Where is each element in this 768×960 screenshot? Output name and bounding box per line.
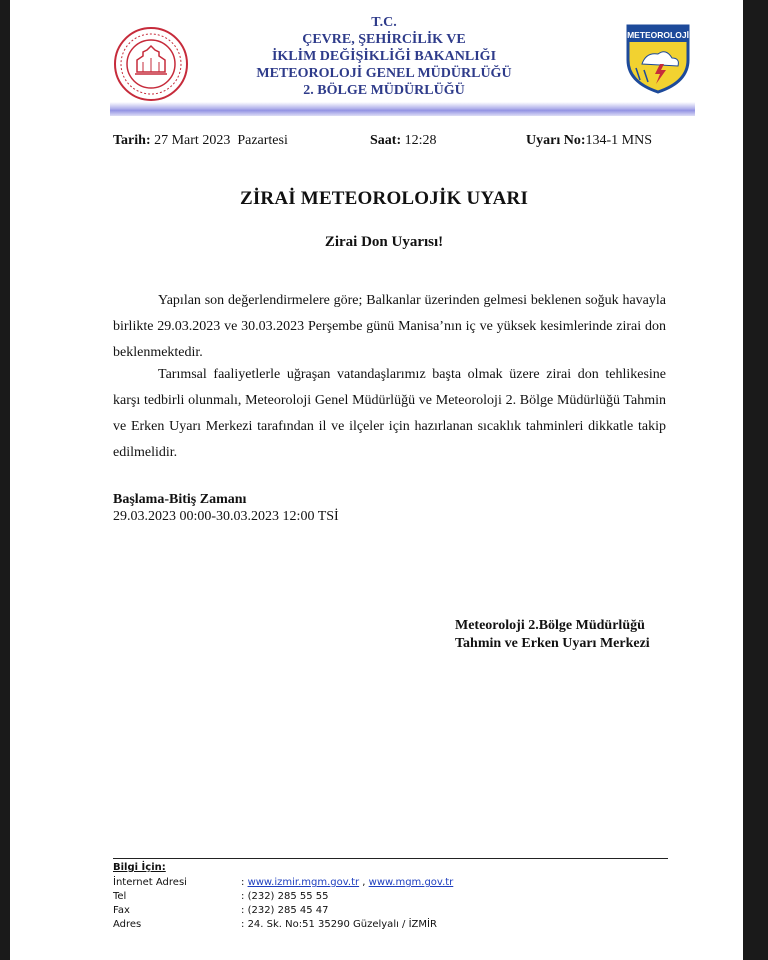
footer-divider (113, 858, 668, 859)
ministry-line-name-1: ÇEVRE, ŞEHİRCİLİK VE (302, 32, 466, 47)
meteoroloji-shield-logo (622, 20, 694, 96)
document-page (10, 0, 743, 960)
fax-value: (232) 285 45 47 (247, 905, 329, 916)
website-link-mgm[interactable]: www.mgm.gov.tr (368, 877, 454, 888)
date-field (113, 133, 288, 149)
time-range-label: Başlama-Bitiş Zamanı (113, 492, 247, 507)
tel-value-wrap (241, 891, 329, 902)
warning-number-label: Uyarı No: (526, 133, 586, 148)
time-value: 12:28 (404, 133, 437, 148)
internet-value (241, 877, 453, 888)
address-value-wrap (241, 919, 437, 930)
website-link-izmir[interactable]: www.izmir.mgm.gov.tr (247, 877, 360, 888)
meteoroloji-logo-text: METEOROLOJİ (627, 30, 689, 40)
time-field (370, 133, 437, 149)
time-range-value: 29.03.2023 00:00-30.03.2023 12:00 TSİ (113, 509, 339, 524)
ministry-line-tc: T.C. (371, 15, 397, 30)
address-label: Adres (113, 919, 142, 930)
ministry-seal-logo (113, 26, 189, 102)
fax-label: Fax (113, 905, 130, 916)
ministry-line-name-2: İKLİM DEĞİŞİKLİĞİ BAKANLIĞI (271, 49, 497, 64)
time-label: Saat: (370, 133, 402, 148)
colon: : (241, 905, 245, 916)
footer-heading: Bilgi İçin: (113, 862, 166, 873)
fax-value-wrap (241, 905, 329, 916)
ministry-line-region: 2. BÖLGE MÜDÜRLÜĞÜ (303, 83, 465, 98)
ministry-line-directorate: METEOROLOJİ GENEL MÜDÜRLÜĞÜ (256, 66, 512, 81)
warning-number-field (526, 133, 652, 149)
link-separator: , (359, 877, 369, 888)
colon: : (241, 891, 245, 902)
date-label: Tarih: (113, 133, 151, 148)
colon: : (241, 877, 245, 888)
internet-label: İnternet Adresi (113, 877, 187, 888)
paragraph-forecast: Yapılan son değerlendirmelere göre; Balkanlar üzerinden gelmesi beklenen soğuk havayla birlikte 29.03.2023 ve 30.03.2023 Perşembe günü Manisa’nın iç ve yüksek kesimlerinde zirai don beklenmektedir. (113, 293, 666, 360)
document-subtitle: Zirai Don Uyarısı! (324, 234, 444, 250)
signature-line-2: Tahmin ve Erken Uyarı Merkezi (455, 636, 650, 651)
ministry-header (210, 14, 558, 99)
warning-number-value: 134-1 MNS (585, 133, 653, 148)
date-value: 27 Mart 2023 Pazartesi (154, 133, 288, 148)
tel-value: (232) 285 55 55 (247, 891, 329, 902)
document-title: ZİRAİ METEOROLOJİK UYARI (239, 188, 529, 209)
paragraph-advice: Tarımsal faaliyetlerle uğraşan vatandaşlarımız başta olmak üzere zirai don tehlikesine karşı tedbirli olunmalı, Meteoroloji Genel Müdürlüğü ve Meteoroloji 2. Bölge Müdürlüğü Tahmin ve Erken Uyarı Merkezi tarafından il ve ilçeler için hazırlanan sıcaklık tahminleri dikkatle takip edilmelidir. (113, 367, 666, 460)
tel-label: Tel (113, 891, 127, 902)
address-value: 24. Sk. No:51 35290 Güzelyalı / İZMİR (247, 919, 437, 930)
colon: : (241, 919, 245, 930)
signature-line-1: Meteoroloji 2.Bölge Müdürlüğü (455, 618, 645, 633)
header-divider (110, 102, 695, 116)
